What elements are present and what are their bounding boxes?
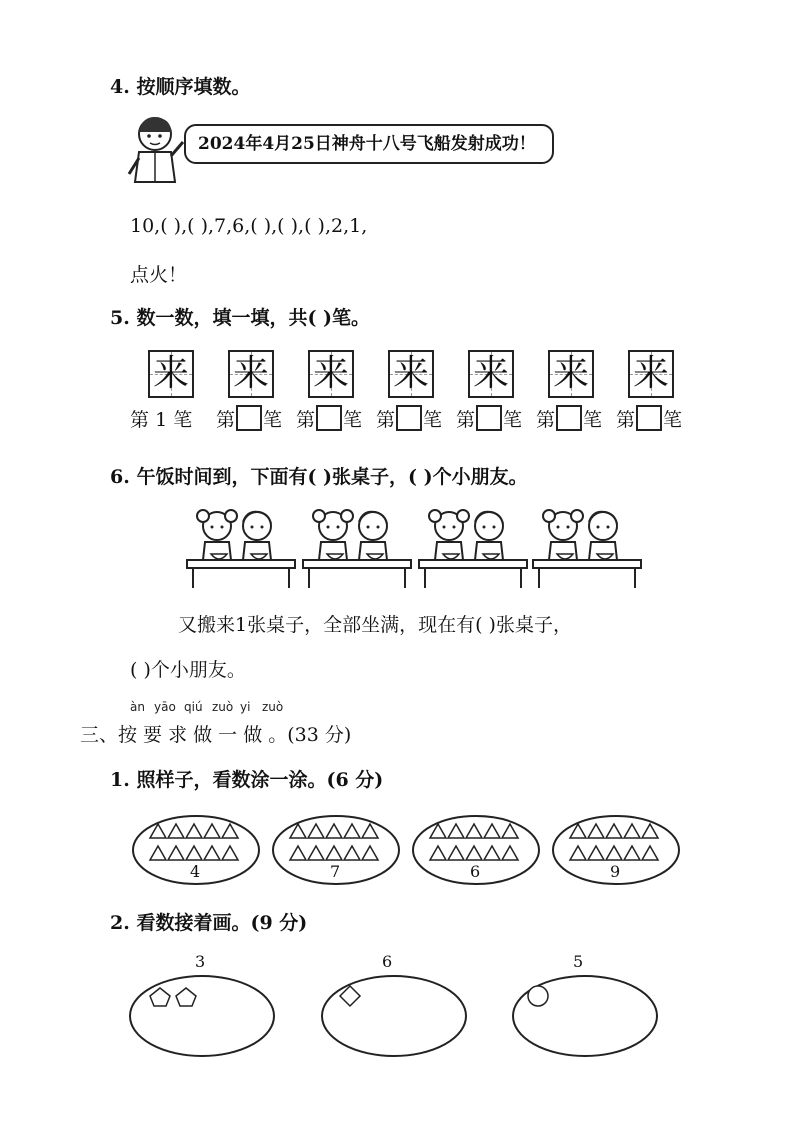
answer-box[interactable] — [636, 405, 662, 431]
q5-title: 5. 数一数，填一填，共( )笔。 — [110, 307, 371, 329]
q6-title: 6. 午饭时间到，下面有( )张桌子，( )个小朋友。 — [110, 466, 528, 488]
stroke-label-3: 第 笔 — [296, 405, 362, 432]
answer-box[interactable] — [316, 405, 342, 431]
table-pair-4 — [533, 510, 641, 588]
pinyin-zuo-2: zuò — [262, 700, 284, 714]
drawing-ellipses — [128, 972, 688, 1062]
answer-box[interactable] — [556, 405, 582, 431]
q4-title: 4. 按顺序填数。 — [110, 76, 251, 98]
char-box-6: 来 — [548, 350, 594, 398]
speech-bubble: 2024年4月25日神舟十八号飞船发射成功！ — [184, 124, 554, 164]
char-box-5: 来 — [468, 350, 514, 398]
answer-box[interactable] — [396, 405, 422, 431]
q6-line-2: ( )个小朋友。 — [130, 659, 246, 681]
table-pair-1 — [187, 510, 295, 588]
section-3-title: 三、按 要 求 做 一 做 。(33 分) — [80, 724, 352, 746]
stroke-label-2: 第 笔 — [216, 405, 282, 432]
triangle-groups — [130, 812, 690, 890]
pinyin-yi: yi — [240, 700, 251, 714]
drawing-ellipse-2 — [322, 976, 466, 1056]
stroke-label-4: 第 笔 — [376, 405, 442, 432]
draw-number-1: 3 — [195, 952, 206, 971]
q4-sequence-line: 10,( ),( ),7,6,( ),( ),( ),2,1, — [130, 215, 368, 237]
triangle-group-number-2: 7 — [330, 862, 341, 881]
triangle-group-number-1: 4 — [190, 862, 201, 881]
q6-line-1: 又搬来1张桌子，全部坐满，现在有( )张桌子， — [178, 614, 572, 636]
char-box-3: 来 — [308, 350, 354, 398]
char-box-7: 来 — [628, 350, 674, 398]
pinyin-zuo: zuò — [212, 700, 234, 714]
pinyin-an: àn — [130, 700, 145, 714]
astronaut-boy-illustration — [125, 112, 187, 190]
draw-number-3: 5 — [573, 952, 584, 971]
pinyin-qiu: qiú — [184, 700, 203, 714]
stroke-label-5: 第 笔 — [456, 405, 522, 432]
char-box-4: 来 — [388, 350, 434, 398]
pinyin-yao: yāo — [154, 700, 176, 714]
circle-icon — [528, 986, 548, 1006]
answer-box[interactable] — [236, 405, 262, 431]
char-box-1: 来 — [148, 350, 194, 398]
answer-box[interactable] — [476, 405, 502, 431]
stroke-label-1: 第 1 笔 — [130, 409, 193, 431]
s3q2-title: 2. 看数接着画。(9 分) — [110, 912, 308, 934]
s3q1-title: 1. 照样子，看数涂一涂。(6 分) — [110, 769, 384, 791]
stroke-label-7: 第 笔 — [616, 405, 682, 432]
children-at-tables-illustration — [185, 500, 715, 592]
char-box-2: 来 — [228, 350, 274, 398]
triangle-group-number-4: 9 — [610, 862, 621, 881]
drawing-ellipse-1 — [130, 976, 274, 1056]
stroke-label-6: 第 笔 — [536, 405, 602, 432]
q4-sequence-line-2: 点火！ — [130, 264, 188, 286]
triangle-group-number-3: 6 — [470, 862, 481, 881]
table-pair-2 — [303, 510, 411, 588]
draw-number-2: 6 — [382, 952, 393, 971]
table-pair-3 — [419, 510, 527, 588]
